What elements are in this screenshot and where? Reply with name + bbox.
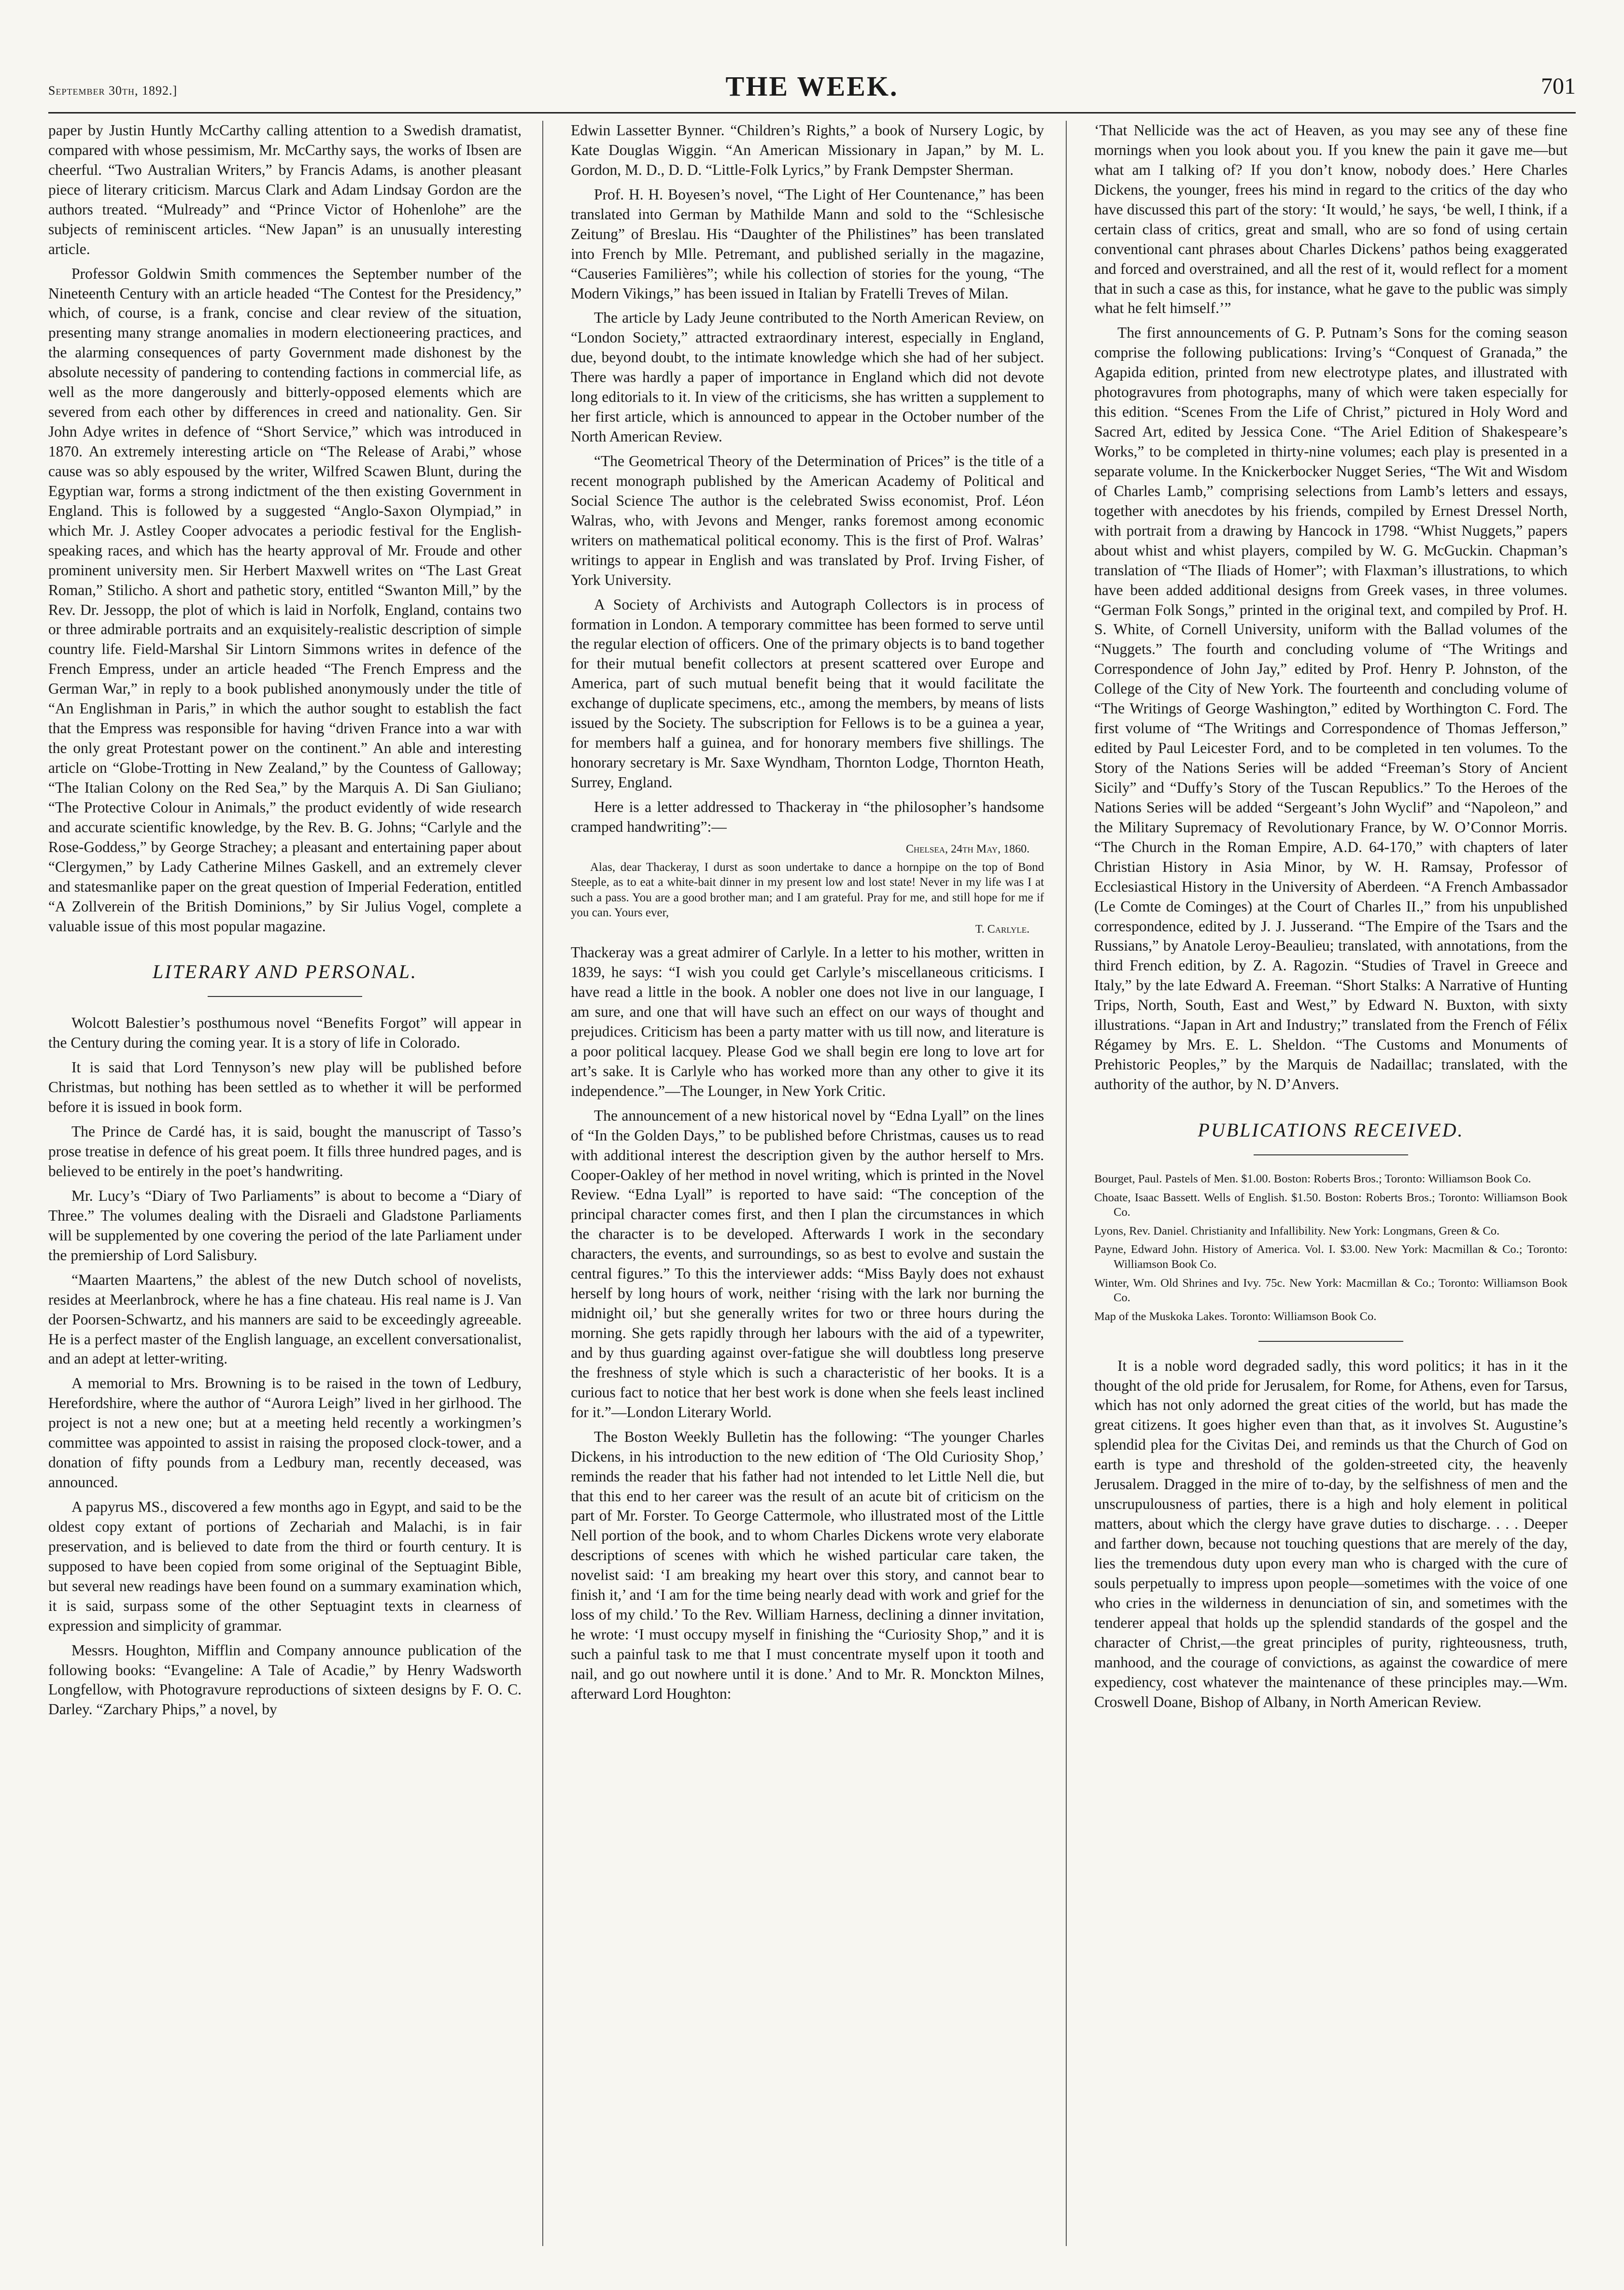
paragraph: Thackeray was a great admirer of Carlyle. In a letter to his mother, written in 1839, he says: “I wish you could get Carlyle’s miscellaneous criticisms. I have read a little in the book. A nobler one does not live in our language, I am sure, and one that will have such an effect on our ways of thought and prejudices. Criticism has been a party matter with us till now, and literature is a poor political lacquey. Please God we shall begin ere long to love art for art’s sake. It is Carlyle who has worked more than any other to give it its independence.”—The Lounger, in New York Critic. (571, 944, 1044, 1099)
section-rule (208, 996, 362, 997)
paragraph: The announcement of a new historical novel by “Edna Lyall” on the lines of “In the Golden Days,” to be published before Christmas, causes us to read with additional interest the description given by the author herself to Mrs. Cooper-Oakley of her method in novel writing, which is printed in the Novel Review. “Edna Lyall” is reported to have said: “The conception of the principal character comes first, and then I plan the circumstances in which the character is to be developed. Afterwards I work in the secondary characters, the events, and surroundings, so as best to evolve and sustain the central figures.” To this the interviewer adds: “Miss Bayly does not exhaust herself by long hours of work, neither ‘rising with the lark nor burning the midnight oil,’ but she generally writes for two or three hours during the morning. She gets rapidly through her labours with the aid of a typewriter, and by thus guarding against over-fatigue she will doubtless long preserve the freshness of style which is such a characteristic of her books. It is a curious fact to notice that her best work is done when she feels least inclined for it.”—London Literary World. (571, 1107, 1044, 1421)
header-rule (48, 112, 1576, 114)
page-number: 701 (1541, 73, 1576, 99)
section-heading-text: PUBLICATIONS RECEIVED. (1198, 1119, 1464, 1141)
paragraph: Prof. H. H. Boyesen’s novel, “The Light of Her Countenance,” has been translated into German by Mathilde Mann and sold to the “Schlesische Zeitung” of Breslau. His “Daughter of the Philistines” has been translated into French by Mlle. Petremant, and published serially in the magazine, “Causeries Familières”; while his collection of stories for the young, “The Modern Vikings,” has been issued in Italian by Fratelli Treves of Milan. (571, 185, 1044, 302)
publication-title: THE WEEK. (725, 71, 899, 102)
paragraph: Here is a letter addressed to Thackeray in “the philosopher’s handsome cramped handwriting”:— (571, 798, 1044, 835)
letter-text: Alas, dear Thackeray, I durst as soon undertake to dance a hornpipe on the top of Bond Steeple, as to eat a white-bait dinner in my present low and lost state! Never in my life was I at such a pass. You are a good brother man; and I am grateful. Pray for me, and still hope for me if you can. Yours ever, (571, 861, 1044, 919)
column-divider (542, 121, 543, 2246)
paragraph: “The Geometrical Theory of the Determination of Prices” is the title of a recent monograph published by the American Academy of Political and Social Science The author is the celebrated Swiss economist, Prof. Léon Walras, who, with Jevons and Menger, ranks foremost among economic writers on mathematical political economy. This is the first of Prof. Walras’ writings to appear in English and was translated by Prof. Irving Fisher, of York University. (571, 453, 1044, 588)
section-heading-publications-received (1094, 1118, 1568, 1155)
column-divider (1066, 121, 1067, 2246)
paragraph: A Society of Archivists and Autograph Collectors is in process of formation in London. A temporary committee has been formed to serve until the regular election of officers. One of the primary objects is to band together for their mutual benefit collectors at present scattered over Europe and America, part of such mutual benefit being that it would facilitate the exchange of duplicate specimens, etc., among the members, by means of lists issued by the Society. The subscription for Fellows is to be a guinea a year, for members half a guinea, and for honorary members five shillings. The honorary secretary is Mr. Saxe Wyndham, Thornton Lodge, Thornton Heath, Surrey, England. (571, 596, 1044, 791)
running-head (0, 70, 1624, 109)
list-item: Payne, Edward John. History of America. Vol. I. $3.00. New York: Macmillan & Co.; Toronto: Williamson Book Co. (1094, 1243, 1568, 1271)
paragraph: It is a noble word degraded sadly, this word politics; it has in it the thought of the old pride for Jerusalem, for Rome, for Athens, even for Tarsus, which has not only adorned the great cities of the world, but has made the great citizens. It goes higher even than that, as it involves St. Augustine’s splendid plea for the Civitas Dei, and reminds us that the Church of God on earth is type and threshold of the golden-streeted city, the heavenly Jerusalem. Dragged in the mire of to-day, by the selfishness of men and the unscrupulousness of parties, there is a high and holy element in political matters, about which the clergy have grave duties to discharge. . . . Deeper and farther down, because not touching questions that are merely of the day, lies the tremendous duty upon every man who is charged with the cure of souls perpetually to impress upon people—sometimes with the voice of one who cries in the wilderness in denunciation of sin, and sometimes with the tenderer appeal that holds up the splendid standards of the gospel and the character of Christ,—the great principles of purity, righteousness, truth, manhood, and the courage of convictions, as against the cowardice of mere expediency, cost whatever the maintenance of these principles may.—Wm. Croswell Doane, Bishop of Albany, in North American Review. (1094, 1357, 1568, 1710)
paragraph: A memorial to Mrs. Browning is to be raised in the town of Ledbury, Herefordshire, where the author of “Aurora Leigh” lived in her girlhood. The project is not a new one; but at a meeting held recently a workingmen’s committee was appointed to assist in raising the proposed clock-tower, and a donation of fifty pounds from a Ledbury man, recently deceased, was announced. (48, 1375, 522, 1491)
paragraph: Mr. Lucy’s “Diary of Two Parliaments” is about to become a “Diary of Three.” The volumes dealing with the Disraeli and Gladstone Parliaments will be supplemented by one covering the period of the late Parliament under the premiership of Lord Salisbury. (48, 1187, 522, 1264)
list-item: Winter, Wm. Old Shrines and Ivy. 75c. New York: Macmillan & Co.; Toronto: Williamson Book Co. (1094, 1276, 1568, 1305)
letter-dateline: Chelsea, 24th May, 1860. (905, 842, 1030, 855)
section-heading-text: LITERARY AND PERSONAL. (153, 961, 417, 983)
column-2 (571, 121, 1044, 1709)
letter-signature: T. Carlyle. (975, 923, 1030, 936)
list-item: Choate, Isaac Bassett. Wells of English. $1.50. Boston: Roberts Bros.; Toronto: Williamson Book Co. (1094, 1191, 1568, 1219)
section-rule (1254, 1154, 1408, 1155)
paragraph: The first announcements of G. P. Putnam’s Sons for the coming season comprise the following publications: Irving’s “Conquest of Granada,” the Agapida edition, printed from new electrotype plates, and illustrated with photogravures from photographs, many of which were taken especially for this edition. “Scenes From the Life of Christ,” pictured in Holy Word and Sacred Art, edited by Jessica Cone. “The Ariel Edition of Shakespeare’s Works,” to be completed in thirty-nine volumes; each play is presented in a separate volume. In the Knickerbocker Nugget Series, “The Wit and Wisdom of Charles Lamb,” comprising selections from Lamb’s letters and essays, together with anecdotes by his friends, compiled by Ernest Dressel North, with portrait from a drawing by Hancock in 1798. “Whist Nuggets,” papers about whist and whist players, compiled by W. G. McGuckin. Chapman’s translation of “The Iliads of Homer”; with Flaxman’s illustrations, to which have been added additional designs from Greek vases, in three volumes. “German Folk Songs,” printed in the original text, and compiled by Prof. H. S. White, of Cornell University, uniform with the Ballad volumes of the “Nuggets.” The fourth and concluding volume of “The Writings and Correspondence of John Jay,” edited by Prof. Henry P. Johnston, of the College of the City of New York. The fourteenth and concluding volume of “The Writings of George Washington,” edited by Worthington C. Ford. The first volume of “The Writings and Correspondence of Thomas Jefferson,” edited by Paul Leicester Ford, and to be completed in ten volumes. To the Story of the Nations Series will be added “Freeman’s Story of Ancient Sicily” and “Duffy’s Story of the Tuscan Republics.” To the Heroes of the Nations Series will be added “Sergeant’s John Wyclif” and “Napoleon,” and the Military Supremacy of Revolutionary France, by W. O’Connor Morris. “The Church in the Roman Empire, A.D. 64-170,” with chapters of later Christian History in Asia Minor, by W. H. Ramsay, Professor of Ecclesiastical History in the University of Aberdeen. “A French Ambassador (Le Comte de Cominges) at the Court of Charles II.,” from his unpublished correspondence, edited by J. J. Jusserand. “The Empire of the Tsars and the Russians,” by Anatole Leroy-Beaulieu; translated, with annotations, from the third French edition, by Z. A. Ragozin. “Studies of Travel in Greece and Italy,” by the late Edward A. Freeman. “Short Stalks: A Narrative of Hunting Trips, North, South, East and West,” by Edward N. Buxton, with sixty illustrations. “Japan in Art and Industry;” translated from the French of Félix Régamey by Mrs. E. L. Sheldon. “The Customs and Monuments of Prehistoric Peoples,” by the Marquis de Nadaillac; translated, with the authority of the author, by N. D’Anvers. (1094, 324, 1568, 1093)
issue-date: September 30th, 1892.] (48, 84, 178, 98)
paragraph: Professor Goldwin Smith commences the September number of the Nineteenth Century with an article headed “The Contest for the Presidency,” which, of course, is a frank, concise and clear review of the situation, presenting many strange anomalies in modern electioneering practices, and the alarming consequences of party Government made dishonest by the absolute necessity of pandering to contending factions in commercial life, as well as the more dangerously and bitterly-opposed elements which are severed from each other by differences in creed and nationality. Gen. Sir John Adye writes in defence of “Short Service,” which was introduced in 1870. An extremely interesting article on “The Release of Arabi,” whose cause was so ably espoused by the writer, Wilfred Scawen Blunt, during the Egyptian war, forms a strong indictment of the then existing Government in England. This is followed by a suggested “Anglo-Saxon Olympiad,” in which Mr. J. Astley Cooper advocates a periodic festival for the English-speaking races, and which has the hearty approval of Mr. Froude and other prominent university men. Sir Herbert Maxwell writes on “The Last Great Roman,” Stilicho. A short and pathetic story, entitled “Swanton Mill,” by the Rev. Dr. Jessopp, the plot of which is laid in Norfolk, England, contains two or three admirable portraits and an exquisitely-realistic description of simple country life. Field-Marshal Sir Lintorn Simmons writes in defence of the French Empress, under an article headed “The French Empress and the German War,” in reply to a book published anonymously under the title of “An Englishman in Paris,” in which the author sought to establish the fact that the Empress was responsible for having “driven France into a war with the only great Protestant power on the continent.” An able and interesting article on “Globe-Trotting in New Zealand,” by the Countess of Galloway; “The Italian Colony on the Red Sea,” by the Marquis A. Di San Giuliano; “The Protective Colour in Animals,” the product evidently of wide research and accurate scientific knowledge, by the Rev. B. G. Johns; “Carlyle and the Rose-Goddess,” by George Strachey; a pleasant and entertaining paper about “Clergymen,” by Lady Catherine Milnes Gaskell, and an extremely clever and statesmanlike paper on the great question of Imperial Federation, entitled “A Zollverein of the British Dominions,” by Sir Julius Vogel, complete a valuable issue of this most popular magazine. (48, 265, 522, 935)
paragraph: Messrs. Houghton, Mifflin and Company announce publication of the following books: “Evangeline: A Tale of Acadie,” by Henry Wadsworth Longfellow, with Photogravure reproductions of sixteen designs by F. O. C. Darley. “Zarchary Phips,” a novel, by (48, 1641, 522, 1718)
paragraph: The Boston Weekly Bulletin has the following: “The younger Charles Dickens, in his introduction to the new edition of ‘The Old Curiosity Shop,’ reminds the reader that his father had not intended to let Little Nell die, but that this end to her career was the result of an acute bit of criticism on the part of Mr. Forster. To George Cattermole, who illustrated most of the Little Nell portion of the book, and to whom Charles Dickens wrote very elaborate descriptions of scenes with which he wished particular care taken, the novelist said: ‘I am breaking my heart over this story, and cannot bear to finish it,’ and ‘I am for the time being nearly dead with work and grief for the loss of my child.’ To the Rev. William Harness, declining a dinner invitation, he wrote: ‘I must occupy myself in finishing the “Curiosity Shop,” and it is such a painful task to me that I must concentrate myself upon it tooth and nail, and go out nowhere until it is done.’ And to Mr. R. Monckton Milnes, afterward Lord Houghton: (571, 1428, 1044, 1702)
paragraph: ‘That Nellicide was the act of Heaven, as you may see any of these fine mornings when you look about you. If you knew the pain it gave me—but what am I talking of? If you don’t know, nobody does.’ Here Charles Dickens, the younger, frees his mind in regard to the critics of the day who have discussed this part of the story: ‘It would,’ he says, ‘be well, I think, if a certain class of critics, great and small, who are so fond of using certain conventional cant phrases about Charles Dickens’ pathos being exaggerated and forced and overstrained, and all the rest of it, would reflect for a moment that in such a case as this, for instance, what he gave to the public was simply what he felt himself.’” (1094, 122, 1568, 317)
paragraph: A papyrus MS., discovered a few months ago in Egypt, and said to be the oldest copy extant of portions of Zechariah and Malachi, is in fair preservation, and is believed to date from the third or fourth century. It is supposed to have been copied from some original of the Septuagint Bible, but several new readings have been found on a summary examination which, it is said, surpass some of the other Septuagint texts in clearness of expression and simplicity of grammar. (48, 1498, 522, 1634)
paragraph: Edwin Lassetter Bynner. “Children’s Rights,” a book of Nursery Logic, by Kate Douglas Wiggin. “An American Missionary in Japan,” by M. L. Gordon, M. D., D. D. “Little-Folk Lyrics,” by Frank Dempster Sherman. (571, 122, 1044, 178)
paragraph: “Maarten Maartens,” the ablest of the new Dutch school of novelists, resides at Meerlanbrock, where he has a fine chateau. His real name is J. Van der Poorsen-Schwartz, and his manners are said to be exceedingly agreeable. He is a perfect master of the English language, an excellent conversationalist, and an adept at letter-writing. (48, 1271, 522, 1367)
publications-list (1094, 1172, 1568, 1324)
paragraph: The Prince de Cardé has, it is said, bought the manuscript of Tasso’s prose treatise in defence of his great poem. It fills three hundred pages, and is believed to be entirely in the poet’s handwriting. (48, 1123, 522, 1180)
column-1 (48, 121, 522, 1724)
paragraph: The article by Lady Jeune contributed to the North American Review, on “London Society,” attracted extraordinary interest, especially in England, due, beyond doubt, to the intimate knowledge which she had of her subject. There was hardly a paper of importance in England which did not devote long editorials to it. In view of the criticisms, she has written a supplement to her first article, which is announced to appear in the October number of the North American Review. (571, 309, 1044, 445)
paragraph: Wolcott Balestier’s posthumous novel “Benefits Forgot” will appear in the Century during the coming year. It is a story of life in Colorado. (48, 1014, 522, 1052)
paragraph: It is said that Lord Tennyson’s new play will be published before Christmas, but nothing has been settled as to whether it will be performed before it is issued in book form. (48, 1059, 522, 1116)
list-item: Lyons, Rev. Daniel. Christianity and Infallibility. New York: Longmans, Green & Co. (1094, 1224, 1500, 1237)
list-item: Map of the Muskoka Lakes. Toronto: Williamson Book Co. (1094, 1309, 1377, 1323)
list-item: Bourget, Paul. Pastels of Men. $1.00. Boston: Roberts Bros.; Toronto: Williamson Book Co. (1094, 1172, 1531, 1185)
paragraph: paper by Justin Huntly McCarthy calling attention to a Swedish dramatist, compared with whose pessimism, Mr. McCarthy says, the works of Ibsen are cheerful. “Two Australian Writers,” by Francis Adams, is another pleasant piece of literary criticism. Marcus Clark and Adam Lindsay Gordon are the authors treated. “Mulready” and “Prince Victor of Hohenlohe” are the subjects of reminiscent articles. “New Japan” is an unusually interesting article. (48, 122, 522, 257)
divider-rule (1258, 1341, 1403, 1342)
column-3 (1094, 121, 1568, 1717)
section-heading-literary-personal (48, 959, 522, 997)
